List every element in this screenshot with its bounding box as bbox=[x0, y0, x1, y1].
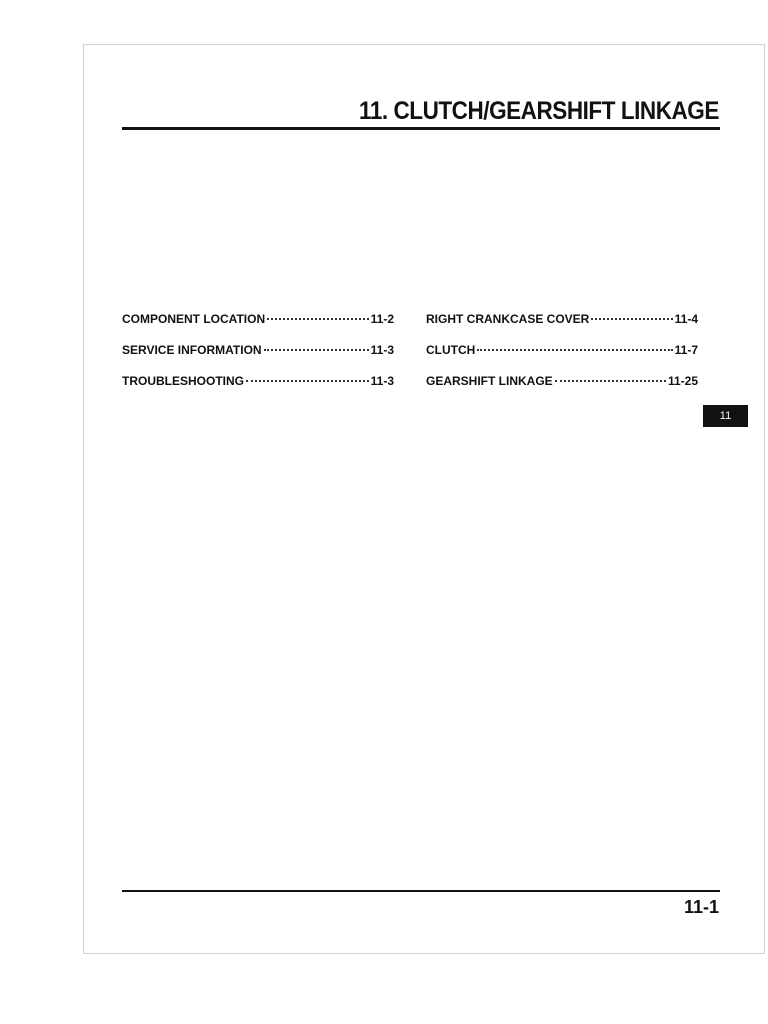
page-frame bbox=[83, 44, 765, 954]
toc-leader bbox=[591, 318, 672, 320]
toc-item-label: CLUTCH bbox=[426, 343, 476, 357]
chapter-tab[interactable] bbox=[703, 405, 748, 427]
toc-item-right-crankcase-cover[interactable] bbox=[426, 312, 698, 343]
toc-leader bbox=[267, 318, 369, 320]
toc-item-label: RIGHT CRANKCASE COVER bbox=[426, 312, 590, 326]
toc-item-label: TROUBLESHOOTING bbox=[122, 374, 244, 388]
chapter-tab-label: 11 bbox=[719, 410, 732, 422]
chapter-title: 11. CLUTCH/GEARSHIFT LINKAGE bbox=[359, 97, 719, 125]
page-number: 11-1 bbox=[683, 897, 719, 917]
table-of-contents bbox=[122, 312, 702, 402]
footer-rule bbox=[122, 890, 720, 892]
toc-item-page: 11-3 bbox=[370, 343, 394, 357]
toc-leader bbox=[477, 349, 672, 351]
toc-item-page: 11-25 bbox=[667, 374, 698, 388]
toc-item-page: 11-2 bbox=[370, 312, 394, 326]
toc-item-label: SERVICE INFORMATION bbox=[122, 343, 262, 357]
toc-item-gearshift-linkage[interactable] bbox=[426, 374, 698, 405]
toc-item-troubleshooting[interactable] bbox=[122, 374, 394, 405]
toc-item-service-information[interactable] bbox=[122, 343, 394, 374]
toc-item-page: 11-4 bbox=[674, 312, 698, 326]
toc-item-clutch[interactable] bbox=[426, 343, 698, 374]
toc-leader bbox=[555, 380, 666, 382]
title-rule bbox=[122, 127, 720, 130]
toc-column-left bbox=[122, 312, 394, 405]
toc-item-label: COMPONENT LOCATION bbox=[122, 312, 266, 326]
toc-leader bbox=[264, 349, 369, 351]
toc-item-label: GEARSHIFT LINKAGE bbox=[426, 374, 553, 388]
toc-item-page: 11-3 bbox=[370, 374, 394, 388]
toc-item-component-location[interactable] bbox=[122, 312, 394, 343]
toc-column-right bbox=[426, 312, 698, 405]
toc-leader bbox=[246, 380, 369, 382]
toc-item-page: 11-7 bbox=[674, 343, 698, 357]
